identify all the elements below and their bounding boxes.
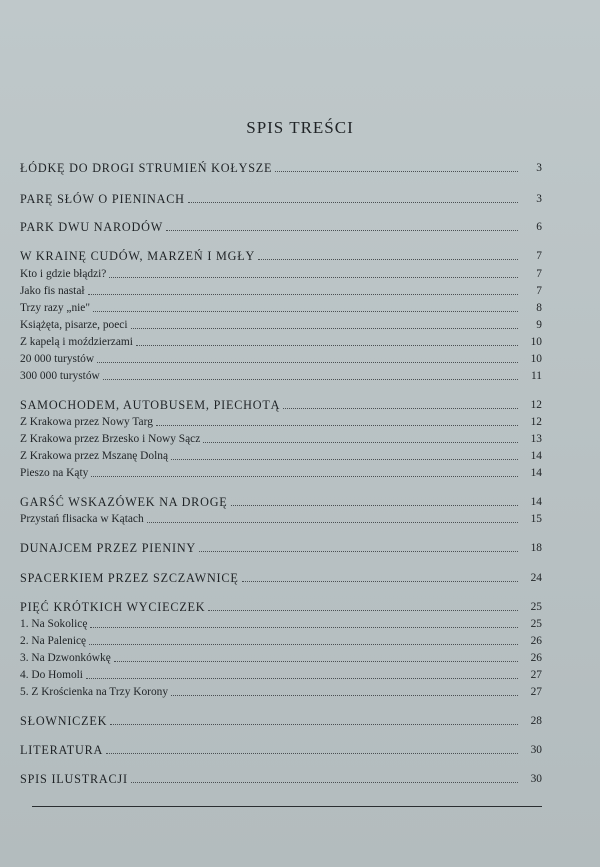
toc-entry-label: Z kapelą i moździerzami [20,336,133,348]
dot-leader [109,277,518,278]
toc-entry [20,245,542,263]
toc-entry-label: Pieszo na Kąty [20,467,89,479]
toc-page-number: 13 [530,433,542,445]
toc-entry-label: W KRAINĘ CUDÓW, MARZEŃ I MGŁY [20,249,256,263]
toc-page-number: 10 [530,353,542,365]
toc-page-number: 11 [531,370,542,382]
toc-entry [20,157,542,175]
dot-leader [114,661,518,662]
dot-leader [188,202,518,203]
toc-page-number: 18 [530,542,542,554]
dot-leader [91,476,518,477]
dot-leader [283,408,518,409]
toc-entry-label: PIĘĆ KRÓTKICH WYCIECZEK [20,600,206,614]
toc-entry [20,491,542,509]
dot-leader [156,425,518,426]
toc-page-number: 26 [530,635,542,647]
toc-entry [20,596,542,614]
dot-leader [106,753,518,754]
toc-page-number: 7 [536,268,542,280]
dot-leader [199,551,518,552]
toc-entry-label: LITERATURA [20,743,104,757]
toc-entry-label: Z Krakowa przez Brzesko i Nowy Sącz [20,433,201,445]
dot-leader [203,442,518,443]
toc-page-number: 7 [536,250,542,262]
toc-page-number: 12 [530,399,542,411]
toc-entry-label: DUNAJCEM PRZEZ PIENINY [20,541,197,555]
toc-entry-label: Jako fis nastał [20,285,85,297]
toc-entry-label: Trzy razy „nie" [20,302,91,314]
toc-entry-label: Kto i gdzie błądzi? [20,268,107,280]
toc-entry-label: Przystań flisacka w Kątach [20,513,144,525]
toc-page-number: 10 [530,336,542,348]
toc-page-number: 12 [530,416,542,428]
dot-leader [242,581,518,582]
toc-entry-label: SŁOWNICZEK [20,714,108,728]
toc-entry-label: 300 000 turystów [20,370,100,382]
toc-entry-label: SPIS ILUSTRACJI [20,772,128,786]
dot-leader [86,678,518,679]
toc-entry [20,664,542,682]
toc-entry [20,394,542,412]
toc-entry [20,647,542,665]
dot-leader [93,311,518,312]
toc-entry-label: Z Krakowa przez Mszanę Dolną [20,450,169,462]
toc-page-number: 28 [530,715,542,727]
toc-entry [20,710,542,728]
toc-page-number: 6 [536,221,542,233]
toc-page-number: 14 [530,450,542,462]
dot-leader [88,294,518,295]
toc-entry-label: 1. Na Sokolicę [20,618,88,630]
bottom-rule [32,806,542,807]
toc-entry [20,365,542,383]
toc-entry [20,428,542,446]
toc-entry [20,445,542,463]
toc-entry [20,508,542,526]
dot-leader [110,724,518,725]
toc-entry [20,462,542,480]
toc-entry [20,411,542,429]
dot-leader [131,328,518,329]
toc-entry [20,768,542,786]
dot-leader [258,259,518,260]
toc-entry-label: SPACERKIEM PRZEZ SZCZAWNICĘ [20,571,239,585]
toc-entry-label: PARK DWU NARODÓW [20,220,164,234]
toc-page-number: 30 [530,744,542,756]
toc-entry-label: 4. Do Homoli [20,669,83,681]
toc-page-number: 9 [536,319,542,331]
toc-entry [20,630,542,648]
toc-entry [20,348,542,366]
dot-leader [231,505,518,506]
toc-entry-label: 2. Na Palenicę [20,635,87,647]
dot-leader [147,522,518,523]
dot-leader [171,459,518,460]
toc-entry [20,537,542,555]
toc-page-number: 27 [530,686,542,698]
dot-leader [166,230,518,231]
toc-entry [20,280,542,298]
toc-page-number: 3 [536,193,542,205]
toc-entry [20,263,542,281]
toc-entry-label: 3. Na Dzwonkówkę [20,652,111,664]
toc-page-number: 14 [530,496,542,508]
toc-page-number: 25 [530,618,542,630]
toc-page-number: 3 [536,162,542,174]
dot-leader [90,627,518,628]
toc-page-number: 25 [530,601,542,613]
dot-leader [89,644,518,645]
toc-page-number: 24 [530,572,542,584]
toc-entry [20,331,542,349]
toc-page-number: 27 [530,669,542,681]
toc-entry [20,613,542,631]
dot-leader [131,782,518,783]
toc-entry [20,567,542,585]
toc-page-number: 30 [530,773,542,785]
toc-page-number: 8 [536,302,542,314]
toc-entry [20,739,542,757]
toc-entry [20,681,542,699]
toc-page-number: 15 [530,513,542,525]
toc-entry [20,216,542,234]
dot-leader [136,345,518,346]
toc-entry [20,297,542,315]
page-title: SPIS TREŚCI [246,118,354,137]
dot-leader [208,610,518,611]
toc-entry-label: SAMOCHODEM, AUTOBUSEM, PIECHOTĄ [20,398,281,412]
dot-leader [97,362,518,363]
toc-entry-label: ŁÓDKĘ DO DROGI STRUMIEŃ KOŁYSZE [20,161,273,175]
toc-page-number: 14 [530,467,542,479]
toc-entry-label: PARĘ SŁÓW O PIENINACH [20,192,185,206]
toc-entry [20,314,542,332]
toc-page-number: 26 [530,652,542,664]
dot-leader [171,695,518,696]
toc-entry-label: Książęta, pisarze, poeci [20,319,128,331]
dot-leader [275,171,518,172]
toc-entry [20,188,542,206]
toc-entry-label: GARŚĆ WSKAZÓWEK NA DROGĘ [20,495,228,509]
toc-page-number: 7 [536,285,542,297]
toc-entry-label: 20 000 turystów [20,353,95,365]
dot-leader [103,379,518,380]
toc-entry-label: 5. Z Krościenka na Trzy Korony [20,686,169,698]
toc-entry-label: Z Krakowa przez Nowy Targ [20,416,153,428]
